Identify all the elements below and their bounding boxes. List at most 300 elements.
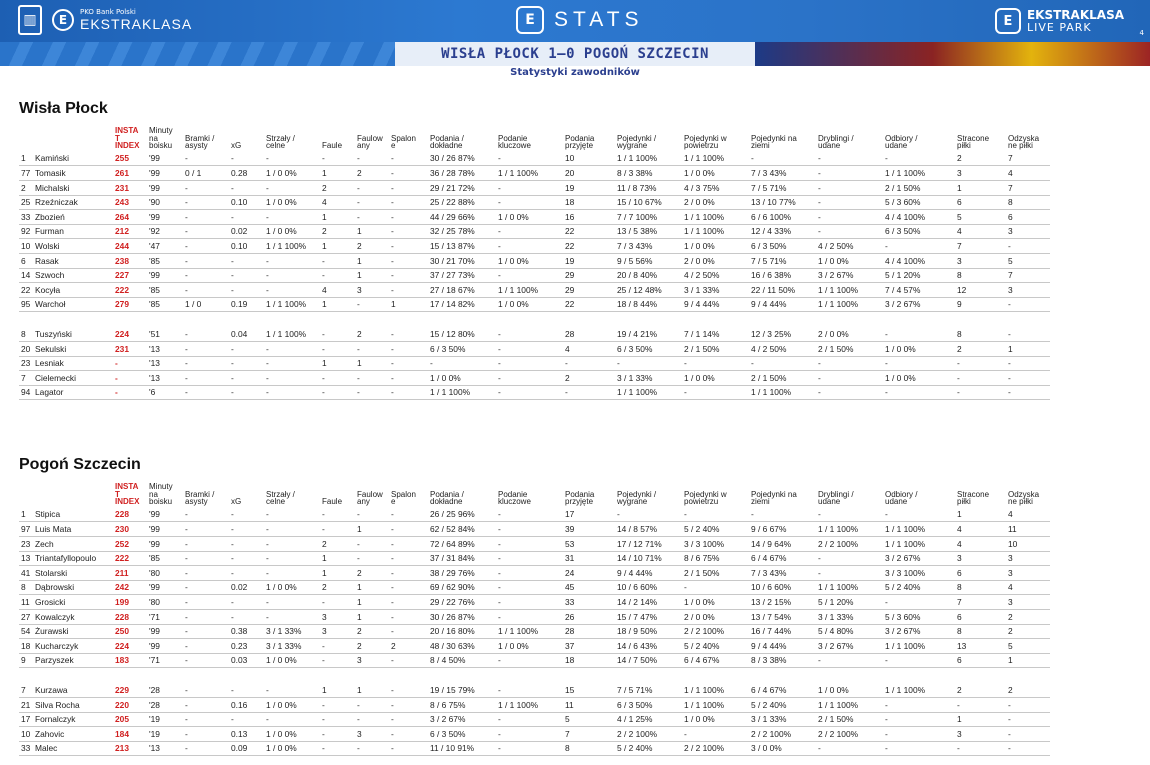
cell-lost: 4 xyxy=(955,522,1006,537)
cell-goals: - xyxy=(183,595,229,610)
cell-offside: - xyxy=(389,625,428,640)
cell-no: 41 xyxy=(19,566,33,581)
cell-passes: 19 / 15 79% xyxy=(428,683,496,698)
table-row xyxy=(19,683,1050,698)
column-header-fouled xyxy=(355,127,389,152)
cell-fouled: - xyxy=(355,508,389,523)
cell-recv: 53 xyxy=(563,537,615,552)
cell-key_passes: 1 / 0 0% xyxy=(496,639,563,654)
cell-ground: - xyxy=(749,357,816,372)
cell-name: Grosicki xyxy=(33,595,113,610)
cell-won: 3 xyxy=(1006,566,1050,581)
column-header-tackles xyxy=(883,127,955,152)
cell-shots: 1 / 0 0% xyxy=(264,727,320,742)
cell-xg: 0.02 xyxy=(229,225,264,240)
cell-offside: 1 xyxy=(389,298,428,313)
cell-key_passes: - xyxy=(496,181,563,196)
cell-dribbles: - xyxy=(816,152,883,167)
cell-recv: 24 xyxy=(563,566,615,581)
cell-air: 2 / 0 0% xyxy=(682,196,749,211)
cell-goals: - xyxy=(183,269,229,284)
cell-air: 4 / 3 75% xyxy=(682,181,749,196)
cell-recv: 22 xyxy=(563,239,615,254)
cell-ground: 4 / 2 50% xyxy=(749,342,816,357)
cell-won: 5 xyxy=(1006,254,1050,269)
cell-air: 9 / 4 44% xyxy=(682,298,749,313)
cell-ground: 22 / 11 50% xyxy=(749,283,816,298)
column-header-key_passes xyxy=(496,483,563,508)
cell-recv: 10 xyxy=(563,152,615,167)
cell-min: '19 xyxy=(147,727,183,742)
cell-fouled: 2 xyxy=(355,327,389,342)
cell-air: 4 / 2 50% xyxy=(682,269,749,284)
column-header-line: Spalon xyxy=(391,489,416,499)
cell-lost: 1 xyxy=(955,181,1006,196)
cell-offside: - xyxy=(389,254,428,269)
cell-passes: 30 / 26 87% xyxy=(428,152,496,167)
cell-ground: 9 / 4 44% xyxy=(749,639,816,654)
cell-fouled: 1 xyxy=(355,683,389,698)
cell-air: 2 / 2 100% xyxy=(682,625,749,640)
cell-duels: 14 / 6 43% xyxy=(615,639,682,654)
cell-shots: - xyxy=(264,357,320,372)
cell-no: 10 xyxy=(19,727,33,742)
cell-passes: 29 / 22 76% xyxy=(428,595,496,610)
cell-duels: 14 / 2 14% xyxy=(615,595,682,610)
cell-air: 3 / 3 100% xyxy=(682,537,749,552)
cell-lost: 8 xyxy=(955,327,1006,342)
cell-min: '99 xyxy=(147,508,183,523)
table-row xyxy=(19,269,1050,284)
cell-fouls: 3 xyxy=(320,625,355,640)
cell-dribbles: 3 / 2 67% xyxy=(816,639,883,654)
cell-shots: 1 / 1 100% xyxy=(264,327,320,342)
cell-recv: 5 xyxy=(563,713,615,728)
cell-offside: - xyxy=(389,581,428,596)
cell-shots: 1 / 0 0% xyxy=(264,698,320,713)
cell-tackles: 3 / 2 67% xyxy=(883,298,955,313)
cell-index: - xyxy=(113,371,147,386)
cell-name: Malec xyxy=(33,742,113,757)
cell-tackles: - xyxy=(883,742,955,757)
cell-min: '28 xyxy=(147,683,183,698)
column-header-line: ziemi xyxy=(751,141,770,151)
cell-min: '47 xyxy=(147,239,183,254)
cell-no: 13 xyxy=(19,552,33,567)
cell-dribbles: 1 / 1 100% xyxy=(816,298,883,313)
column-header-line: udane xyxy=(885,497,908,507)
cell-no: 7 xyxy=(19,683,33,698)
cell-offside: - xyxy=(389,552,428,567)
cell-min: '51 xyxy=(147,327,183,342)
table-row xyxy=(19,654,1050,669)
cell-recv: 16 xyxy=(563,210,615,225)
cell-lost: 8 xyxy=(955,581,1006,596)
match-title: WISŁA PŁOCK 1–0 POGOŃ SZCZECIN xyxy=(395,42,755,66)
column-header-line: Faulow xyxy=(357,489,383,499)
cell-goals: - xyxy=(183,625,229,640)
cell-key_passes: - xyxy=(496,727,563,742)
table-row xyxy=(19,239,1050,254)
cell-recv: - xyxy=(563,357,615,372)
column-header-line: boisku xyxy=(149,141,173,151)
cell-won: - xyxy=(1006,713,1050,728)
cell-dribbles: 1 / 1 100% xyxy=(816,283,883,298)
cell-dribbles: 5 / 1 20% xyxy=(816,595,883,610)
cell-ground: 7 / 5 71% xyxy=(749,254,816,269)
table-header-row xyxy=(19,483,1050,508)
table-row xyxy=(19,254,1050,269)
cell-recv: 29 xyxy=(563,269,615,284)
cell-tackles: - xyxy=(883,727,955,742)
cell-min: '85 xyxy=(147,298,183,313)
cell-offside: - xyxy=(389,508,428,523)
cell-ground: 9 / 4 44% xyxy=(749,298,816,313)
column-header-name xyxy=(33,483,113,508)
cell-tackles: - xyxy=(883,239,955,254)
cell-dribbles: - xyxy=(816,371,883,386)
cell-recv: 28 xyxy=(563,625,615,640)
column-header-line: Faule xyxy=(322,141,343,151)
cell-name: Kowalczyk xyxy=(33,610,113,625)
cell-dribbles: 2 / 2 100% xyxy=(816,727,883,742)
column-header-line: e xyxy=(391,141,396,151)
cell-ground: 10 / 6 60% xyxy=(749,581,816,596)
cell-offside: - xyxy=(389,327,428,342)
table-row xyxy=(19,166,1050,181)
column-header-min xyxy=(147,483,183,508)
cell-key_passes: 1 / 0 0% xyxy=(496,254,563,269)
cell-fouled: - xyxy=(355,196,389,211)
column-header-line: Podania xyxy=(565,133,595,143)
cell-key_passes: - xyxy=(496,537,563,552)
cell-fouls: - xyxy=(320,152,355,167)
cell-no: 95 xyxy=(19,298,33,313)
cell-won: - xyxy=(1006,698,1050,713)
cell-fouls: - xyxy=(320,522,355,537)
cell-tackles: - xyxy=(883,713,955,728)
cell-lost: 8 xyxy=(955,269,1006,284)
cell-index: 224 xyxy=(113,639,147,654)
table-row xyxy=(19,386,1050,401)
cell-duels: 15 / 7 47% xyxy=(615,610,682,625)
cell-shots: 1 / 0 0% xyxy=(264,166,320,181)
cell-min: '13 xyxy=(147,371,183,386)
cell-recv: 33 xyxy=(563,595,615,610)
cell-xg: - xyxy=(229,152,264,167)
cell-goals: - xyxy=(183,210,229,225)
cell-passes: 48 / 30 63% xyxy=(428,639,496,654)
cell-name: Kamiński xyxy=(33,152,113,167)
cell-shots: 1 / 1 100% xyxy=(264,298,320,313)
cell-ground: - xyxy=(749,508,816,523)
player-stats-table-away xyxy=(19,483,1050,756)
table-row xyxy=(19,610,1050,625)
cell-tackles: - xyxy=(883,654,955,669)
column-header-line: Bramki / xyxy=(185,133,215,143)
cell-ground: 7 / 3 43% xyxy=(749,166,816,181)
cell-min: '28 xyxy=(147,698,183,713)
column-header-line: Odzyska xyxy=(1008,489,1040,499)
live-park-logo-icon: E xyxy=(995,8,1021,34)
cell-key_passes: - xyxy=(496,269,563,284)
cell-tackles: 5 / 2 40% xyxy=(883,581,955,596)
table-row xyxy=(19,508,1050,523)
cell-ground: 7 / 5 71% xyxy=(749,181,816,196)
column-header-goals xyxy=(183,483,229,508)
cell-won: 1 xyxy=(1006,342,1050,357)
cell-key_passes: 1 / 0 0% xyxy=(496,210,563,225)
cell-min: '71 xyxy=(147,610,183,625)
cell-passes: 69 / 62 90% xyxy=(428,581,496,596)
column-header-line: udane xyxy=(818,141,841,151)
cell-dribbles: 1 / 0 0% xyxy=(816,683,883,698)
cell-lost: 1 xyxy=(955,713,1006,728)
cell-goals: - xyxy=(183,654,229,669)
cell-goals: - xyxy=(183,610,229,625)
cell-recv: 22 xyxy=(563,225,615,240)
cell-goals: - xyxy=(183,522,229,537)
column-header-line: Stracone xyxy=(957,489,990,499)
cell-tackles: 3 / 2 67% xyxy=(883,625,955,640)
column-header-line: Strzały / xyxy=(266,133,295,143)
column-header-fouls xyxy=(320,483,355,508)
cell-xg: - xyxy=(229,254,264,269)
column-header-line: Minuty xyxy=(149,126,173,135)
column-header-line: Pojedynki / xyxy=(617,133,657,143)
cell-won: 1 xyxy=(1006,654,1050,669)
cell-goals: - xyxy=(183,196,229,211)
cell-name: Żurawski xyxy=(33,625,113,640)
cell-dribbles: - xyxy=(816,181,883,196)
cell-no: 1 xyxy=(19,152,33,167)
cell-name: Tuszyński xyxy=(33,327,113,342)
cell-shots: 1 / 1 100% xyxy=(264,239,320,254)
cell-lost: 2 xyxy=(955,152,1006,167)
cell-xg: 0.04 xyxy=(229,327,264,342)
cell-shots: - xyxy=(264,283,320,298)
cell-passes: 20 / 16 80% xyxy=(428,625,496,640)
cell-index: 213 xyxy=(113,742,147,757)
column-header-key_passes xyxy=(496,127,563,152)
cell-fouls: 2 xyxy=(320,181,355,196)
cell-fouls: 4 xyxy=(320,283,355,298)
cell-name: Luis Mata xyxy=(33,522,113,537)
cell-goals: - xyxy=(183,181,229,196)
cell-offside: - xyxy=(389,566,428,581)
cell-xg: 0.10 xyxy=(229,239,264,254)
cell-offside: - xyxy=(389,196,428,211)
cell-tackles: 7 / 4 57% xyxy=(883,283,955,298)
cell-fouls: 1 xyxy=(320,683,355,698)
cell-offside: - xyxy=(389,537,428,552)
column-header-won xyxy=(1006,127,1050,152)
cell-no: 33 xyxy=(19,742,33,757)
cell-fouled: 3 xyxy=(355,654,389,669)
cell-fouls: 2 xyxy=(320,225,355,240)
cell-won: 11 xyxy=(1006,522,1050,537)
cell-dribbles: - xyxy=(816,386,883,401)
cell-name: Warchoł xyxy=(33,298,113,313)
cell-dribbles: 1 / 0 0% xyxy=(816,254,883,269)
cell-passes: 6 / 3 50% xyxy=(428,727,496,742)
column-header-line: kluczowe xyxy=(498,141,531,151)
row-separator xyxy=(19,668,1050,683)
cell-offside: - xyxy=(389,225,428,240)
cell-fouled: 2 xyxy=(355,639,389,654)
cell-won: 10 xyxy=(1006,537,1050,552)
table-row xyxy=(19,196,1050,211)
cell-index: 229 xyxy=(113,683,147,698)
cell-fouls: 1 xyxy=(320,239,355,254)
cell-shots: 3 / 1 33% xyxy=(264,625,320,640)
cell-name: Dąbrowski xyxy=(33,581,113,596)
cell-name: Furman xyxy=(33,225,113,240)
cell-passes: 32 / 25 78% xyxy=(428,225,496,240)
cell-lost: 6 xyxy=(955,196,1006,211)
column-header-line: ne piłki xyxy=(1008,141,1033,151)
cell-dribbles: 5 / 4 80% xyxy=(816,625,883,640)
cell-offside: - xyxy=(389,522,428,537)
cell-key_passes: - xyxy=(496,225,563,240)
cell-key_passes: - xyxy=(496,552,563,567)
column-header-line: Podania / xyxy=(430,133,464,143)
cell-won: 3 xyxy=(1006,283,1050,298)
column-header-line: udane xyxy=(818,497,841,507)
column-header-offside xyxy=(389,483,428,508)
cell-recv: 18 xyxy=(563,196,615,211)
cell-duels: 2 / 2 100% xyxy=(615,727,682,742)
cell-lost: 12 xyxy=(955,283,1006,298)
cell-index: 228 xyxy=(113,508,147,523)
live-park-brand xyxy=(995,8,1124,34)
cell-shots: - xyxy=(264,254,320,269)
cell-ground: 5 / 2 40% xyxy=(749,698,816,713)
cell-lost: 4 xyxy=(955,537,1006,552)
column-header-line: powietrzu xyxy=(684,141,719,151)
cell-fouled: - xyxy=(355,698,389,713)
cell-duels: 6 / 3 50% xyxy=(615,342,682,357)
column-header-xg xyxy=(229,483,264,508)
cell-recv: 45 xyxy=(563,581,615,596)
cell-tackles: - xyxy=(883,698,955,713)
cell-index: 184 xyxy=(113,727,147,742)
cell-min: '80 xyxy=(147,566,183,581)
cell-xg: - xyxy=(229,566,264,581)
cell-won: 4 xyxy=(1006,508,1050,523)
page-subtitle: Statystyki zawodników xyxy=(510,67,640,78)
cell-shots: - xyxy=(264,210,320,225)
cell-won: 2 xyxy=(1006,610,1050,625)
cell-duels: 14 / 10 71% xyxy=(615,552,682,567)
column-header-no xyxy=(19,127,33,152)
cell-passes: 38 / 29 76% xyxy=(428,566,496,581)
cell-goals: - xyxy=(183,742,229,757)
column-header-line: celne xyxy=(266,141,286,151)
cell-goals: - xyxy=(183,639,229,654)
cell-dribbles: 1 / 1 100% xyxy=(816,522,883,537)
column-header-name xyxy=(33,127,113,152)
cell-duels: 19 / 4 21% xyxy=(615,327,682,342)
cell-tackles: 1 / 1 100% xyxy=(883,166,955,181)
cell-recv: 28 xyxy=(563,327,615,342)
cell-fouled: 1 xyxy=(355,225,389,240)
cell-no: 6 xyxy=(19,254,33,269)
cell-lost: 7 xyxy=(955,239,1006,254)
column-header-shots xyxy=(264,483,320,508)
cell-fouls: 1 xyxy=(320,566,355,581)
cell-won: 3 xyxy=(1006,552,1050,567)
cell-shots: - xyxy=(264,566,320,581)
cell-won: 6 xyxy=(1006,210,1050,225)
cell-xg: 0.16 xyxy=(229,698,264,713)
column-header-index xyxy=(113,127,147,152)
table-header-row xyxy=(19,127,1050,152)
table-row xyxy=(19,181,1050,196)
cell-shots: - xyxy=(264,508,320,523)
cell-offside: - xyxy=(389,386,428,401)
cell-dribbles: 4 / 2 50% xyxy=(816,239,883,254)
cell-offside: - xyxy=(389,742,428,757)
cell-recv: 8 xyxy=(563,742,615,757)
column-header-duels xyxy=(615,127,682,152)
cell-duels: 6 / 3 50% xyxy=(615,698,682,713)
cell-lost: - xyxy=(955,742,1006,757)
cell-dribbles: - xyxy=(816,225,883,240)
cell-fouled: - xyxy=(355,181,389,196)
table-row xyxy=(19,522,1050,537)
cell-xg: 0.28 xyxy=(229,166,264,181)
cell-air: 1 / 1 100% xyxy=(682,698,749,713)
cell-name: Kucharczyk xyxy=(33,639,113,654)
cell-offside: - xyxy=(389,727,428,742)
cell-xg: - xyxy=(229,386,264,401)
cell-fouls: - xyxy=(320,371,355,386)
cell-lost: 7 xyxy=(955,595,1006,610)
cell-key_passes: 1 / 1 100% xyxy=(496,283,563,298)
cell-fouled: - xyxy=(355,386,389,401)
column-header-line: Faule xyxy=(322,497,343,507)
cell-offside: - xyxy=(389,152,428,167)
cell-recv: 19 xyxy=(563,181,615,196)
cell-goals: - xyxy=(183,225,229,240)
cell-name: Silva Rocha xyxy=(33,698,113,713)
table-row xyxy=(19,552,1050,567)
cell-tackles: - xyxy=(883,508,955,523)
cell-won: 7 xyxy=(1006,181,1050,196)
cell-dribbles: - xyxy=(816,166,883,181)
column-header-line: any xyxy=(357,497,370,507)
cell-duels: 9 / 5 56% xyxy=(615,254,682,269)
cell-index: 227 xyxy=(113,269,147,284)
cell-air: 1 / 0 0% xyxy=(682,166,749,181)
cell-ground: 14 / 9 64% xyxy=(749,537,816,552)
column-header-line: Odbiory / xyxy=(885,489,918,499)
separator-cell xyxy=(19,312,1050,327)
cell-goals: - xyxy=(183,508,229,523)
cell-index: 244 xyxy=(113,239,147,254)
cell-shots: - xyxy=(264,181,320,196)
cell-no: 9 xyxy=(19,654,33,669)
cell-index: 222 xyxy=(113,283,147,298)
cell-fouled: 1 xyxy=(355,610,389,625)
cell-won: 3 xyxy=(1006,595,1050,610)
cell-goals: - xyxy=(183,371,229,386)
cell-duels: 7 / 3 43% xyxy=(615,239,682,254)
cell-air: 1 / 1 100% xyxy=(682,210,749,225)
cell-tackles: 1 / 1 100% xyxy=(883,522,955,537)
cell-air: 7 / 1 14% xyxy=(682,327,749,342)
